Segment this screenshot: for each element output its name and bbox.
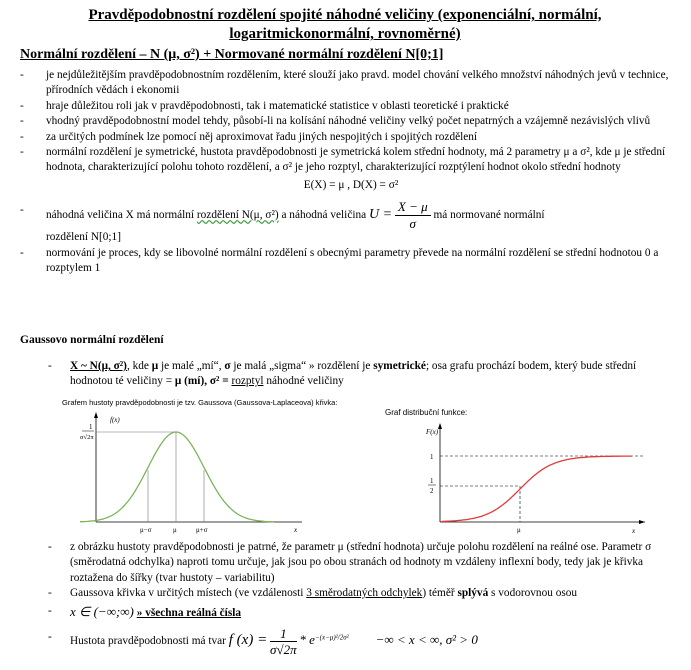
density-formula-row <box>48 626 678 657</box>
g2-xlabel: x <box>632 527 636 535</box>
section-heading-gauss: Gaussovo normální rozdělení <box>20 334 164 346</box>
tick-mu-minus-sigma: μ−σ <box>140 526 152 534</box>
density-condition: −∞ < x < ∞, σ² > 0 <box>375 632 478 648</box>
y-axis-arrow <box>438 423 442 429</box>
list-item: - normování je proces, kdy se libovolné normální rozdělení s obecnými parametry převede na normální rozdělení se střední hodnotou 0 a rozptylem 1 <box>20 246 659 275</box>
tick-mu: μ <box>173 526 177 534</box>
list-item: - hraje důležitou roli jak v pravděpodobnosti, tak i matematické statistice v oblasti teoretické i praktické <box>20 99 509 112</box>
density-fraction: $\frac{1}{\sigma√2\pi}$ <box>270 626 297 657</box>
x-axis-arrow <box>639 520 645 524</box>
density-graph <box>80 410 310 538</box>
section-heading-normal: Normální rozdělení – N (μ, σ²) + Normované normální rozdělení N[0;1] <box>20 47 444 62</box>
gauss-list-top <box>48 359 678 390</box>
graph2-caption: Graf distribuční funkce: <box>385 408 468 417</box>
list-item: - X ~ N(μ, σ²), kde μ je malé „mí“, σ je malá „sigma“ » rozdělení je symetrické; osa grafu prochází bodem, který bude střední hodnotou té veličiny = μ (mí), σ² = rozptyl náhodné veličiny <box>48 360 637 388</box>
gauss-list-bottom <box>48 540 678 621</box>
list-item: - náhodná veličina X má normální rozdělení N(μ, σ²) a náhodná veličina U = $\frac{X - \mu}{\sigma}$ má normované normální <box>20 199 545 232</box>
list-item: - z obrázku hustoty pravděpodobnosti je patrné, že parametr μ (střední hodnota) určuje polohu rozdělení na reálné ose. Parametr σ (směrodatná odchylka) naproti tomu určuje, jak jsou po obou stranách od hodnoty m vzdáleny inflexní body, tedy jak je křivka roztažena do šířky (tvar hustoty – variabilitu) <box>48 541 652 584</box>
list-item-continuation: rozdělení N[0;1] <box>46 231 121 244</box>
g1-xlabel: x <box>294 526 298 534</box>
list-item: - Gaussova křivka v určitých místech (ve vzdálenosti 3 směrodatných odchylek) téměř splývá s vodorovnou osou <box>48 587 578 600</box>
g2-tick-mu: μ <box>517 526 521 534</box>
formula-expectation-variance: E(X) = μ , D(X) = σ² <box>303 178 399 191</box>
g2-y1: 1 <box>430 453 434 461</box>
g1-ylabel: f(x) <box>110 416 120 424</box>
g1-ymax-num: 1 <box>89 423 93 431</box>
normal-distribution-list <box>20 68 682 276</box>
list-item: - vhodný pravděpodobnostní model tehdy, působí-li na kolísání náhodné veličiny velký počet nepatrných a vzájemně nezávislých vlivů <box>20 115 651 128</box>
list-item: - je nejdůležitějším pravděpodobnostním rozdělením, které slouží jako pravd. model chování velkého množství náhodných jevů v technice, přírodních vědách i ekonomii <box>20 69 669 97</box>
tick-mu-plus-sigma: μ+σ <box>196 526 208 534</box>
standardization-fraction: $\frac{X - \mu}{\sigma}$ <box>395 199 431 232</box>
y-axis-arrow <box>94 412 98 418</box>
gaussian-curve <box>80 432 274 522</box>
list-item: - normální rozdělení je symetrické, hustota pravděpodobnosti je symetrická kolem střední hodnoty, má 2 parametry μ a σ², kde μ je střední hodnota, charakterizující polohu tohoto rozdělení, a σ² je jeho rozptyl, charakterizující rozptýlení hodnot okolo střední hodnoty <box>20 146 666 174</box>
page-title: Pravděpodobnostní rozdělení spojité náhodné veličiny (exponenciální, normální, logaritmickonormální, rovnoměrné) <box>88 7 602 42</box>
g1-ymax-den: σ√2π <box>80 434 94 441</box>
g2-yhalf-num: 1 <box>430 477 434 485</box>
list-item: - Hustota pravděpodobnosti má tvar f (x) = $\frac{1}{\sigma√2\pi}$ * $e^{-(x-\mu)^2/2\sigma^2}$ −∞ < x < ∞, σ² > 0 <box>48 626 478 657</box>
cdf-curve <box>442 456 632 521</box>
list-item: - za určitých podmínek lze pomocí něj aproximovat řadu jiných nespojitých i spojitých rozdělení <box>20 130 478 143</box>
g2-ylabel: F(x) <box>426 428 439 436</box>
graph1-caption: Grafem hustoty pravděpodobnosti je tzv. Gaussova (Gaussova-Laplaceova) křivka: <box>62 398 338 407</box>
cdf-graph <box>420 420 650 540</box>
g2-yhalf-den: 2 <box>430 487 434 495</box>
list-item: - x ∈ (−∞;∞) » všechna reálná čísla <box>48 603 242 619</box>
